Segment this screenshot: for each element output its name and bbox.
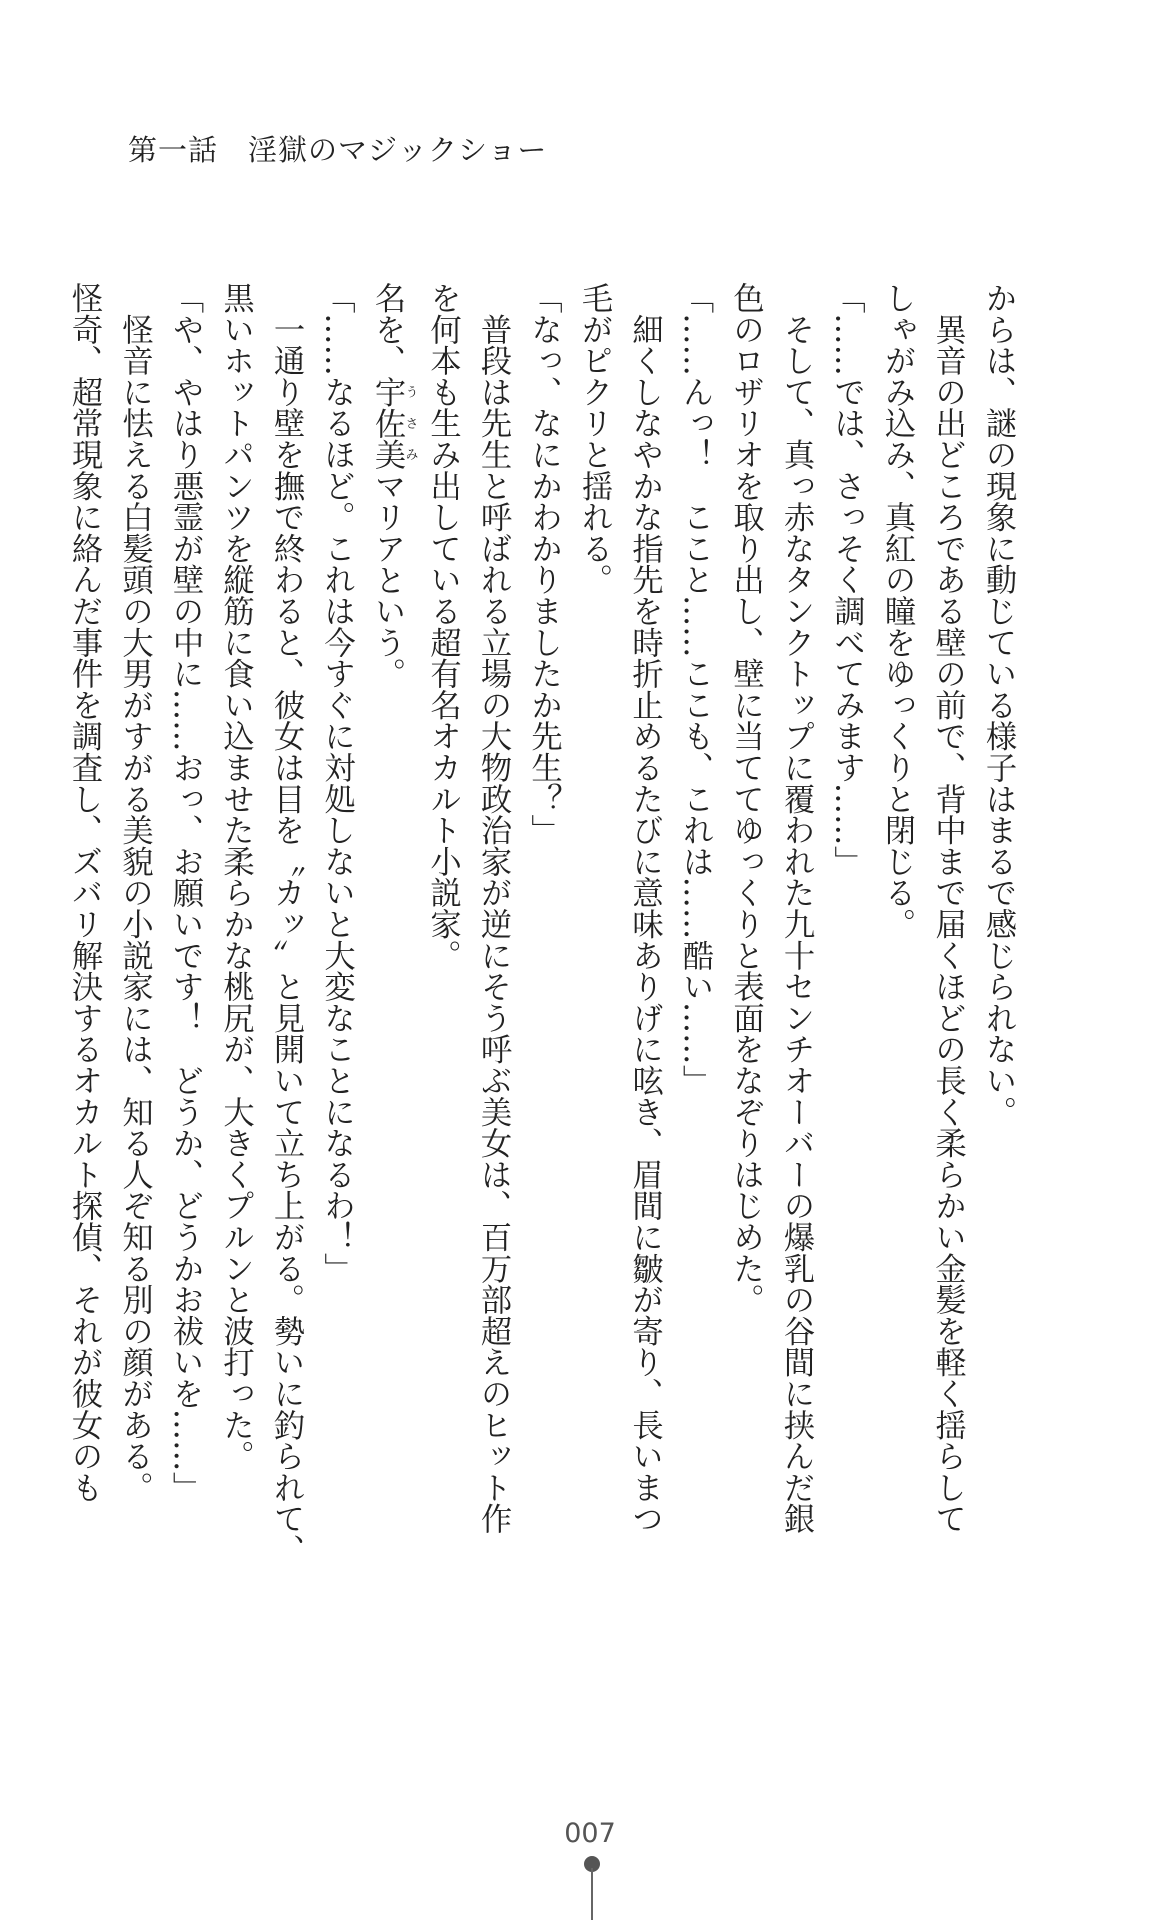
- name-before: 名を、: [369, 282, 405, 376]
- text-line: 怪音に怯える白髪頭の大男がすがる美貌の小説家には、知る人ぞ知る別の顔がある。: [116, 282, 153, 1503]
- text-line: 「……なるほど。これは今すぐに対処しないと大変なことになるわ！」: [318, 282, 355, 1284]
- text-line: 黒いホットパンツを縦筋に食い込ませた柔らかな桃尻が、大きくプルンと波打った。: [217, 282, 254, 1472]
- name-after: マリアという。: [369, 469, 405, 689]
- name-ruby: [369, 375, 418, 470]
- novel-text-body: [59, 282, 1024, 1566]
- ruby-base: 宇佐美: [369, 375, 405, 470]
- text-line: 細くしなやかな指先を時折止めるたびに意味ありげに呟き、眉間に皺が寄り、長いまつ: [626, 282, 663, 1534]
- text-line: 異音の出どころである壁の前で、背中まで届くほどの長く柔らかい金髪を軽く揺らして: [929, 282, 966, 1534]
- page-number: 007: [564, 1818, 616, 1849]
- text-line: 「……んっ！ ここと……ここも、これは……酷い……」: [677, 282, 713, 1096]
- text-line: 「や、やはり悪霊が壁の中に……おっ、お願いです！ どうか、どうかお祓いを……」: [167, 282, 203, 1503]
- page-marker-line: [591, 1868, 593, 1920]
- text-line: 怪奇、超常現象に絡んだ事件を調査し、ズバリ解決するオカルト探偵、それが彼女のも: [66, 282, 102, 1503]
- text-line-name: [362, 282, 418, 1544]
- text-line: 「なっ、なにかわかりましたか先生？」: [525, 282, 562, 846]
- chapter-title: 第一話 淫獄のマジックショー: [128, 133, 548, 167]
- text-line: 色のロザリオを取り出し、壁に当ててゆっくりと表面をなぞりはじめた。: [727, 282, 764, 1315]
- text-line: からは、謎の現象に動じている様子はまるで感じられない。: [980, 282, 1016, 1128]
- text-line: 普段は先生と呼ばれる立場の大物政治家が逆にそう呼ぶ美女は、百万部超えのヒット作: [475, 282, 511, 1534]
- ruby-reading: うさみ: [402, 375, 418, 470]
- text-line: 毛がピクリと揺れる。: [576, 282, 612, 595]
- text-line: しゃがみ込み、真紅の瞳をゆっくりと閉じる。: [879, 282, 915, 940]
- text-line: そして、真っ赤なタンクトップに覆われた九十センチオーバーの爆乳の谷間に挟んだ銀: [778, 282, 814, 1534]
- text-line: 「……では、さっそく調べてみます……」: [828, 282, 865, 877]
- text-line: を何本も生み出している超有名オカルト小説家。: [424, 282, 461, 971]
- text-line: 一通り壁を撫で終わると、彼女は目を〝カッ〟と見開いて立ち上がる。勢いに釣られて、: [268, 282, 304, 1566]
